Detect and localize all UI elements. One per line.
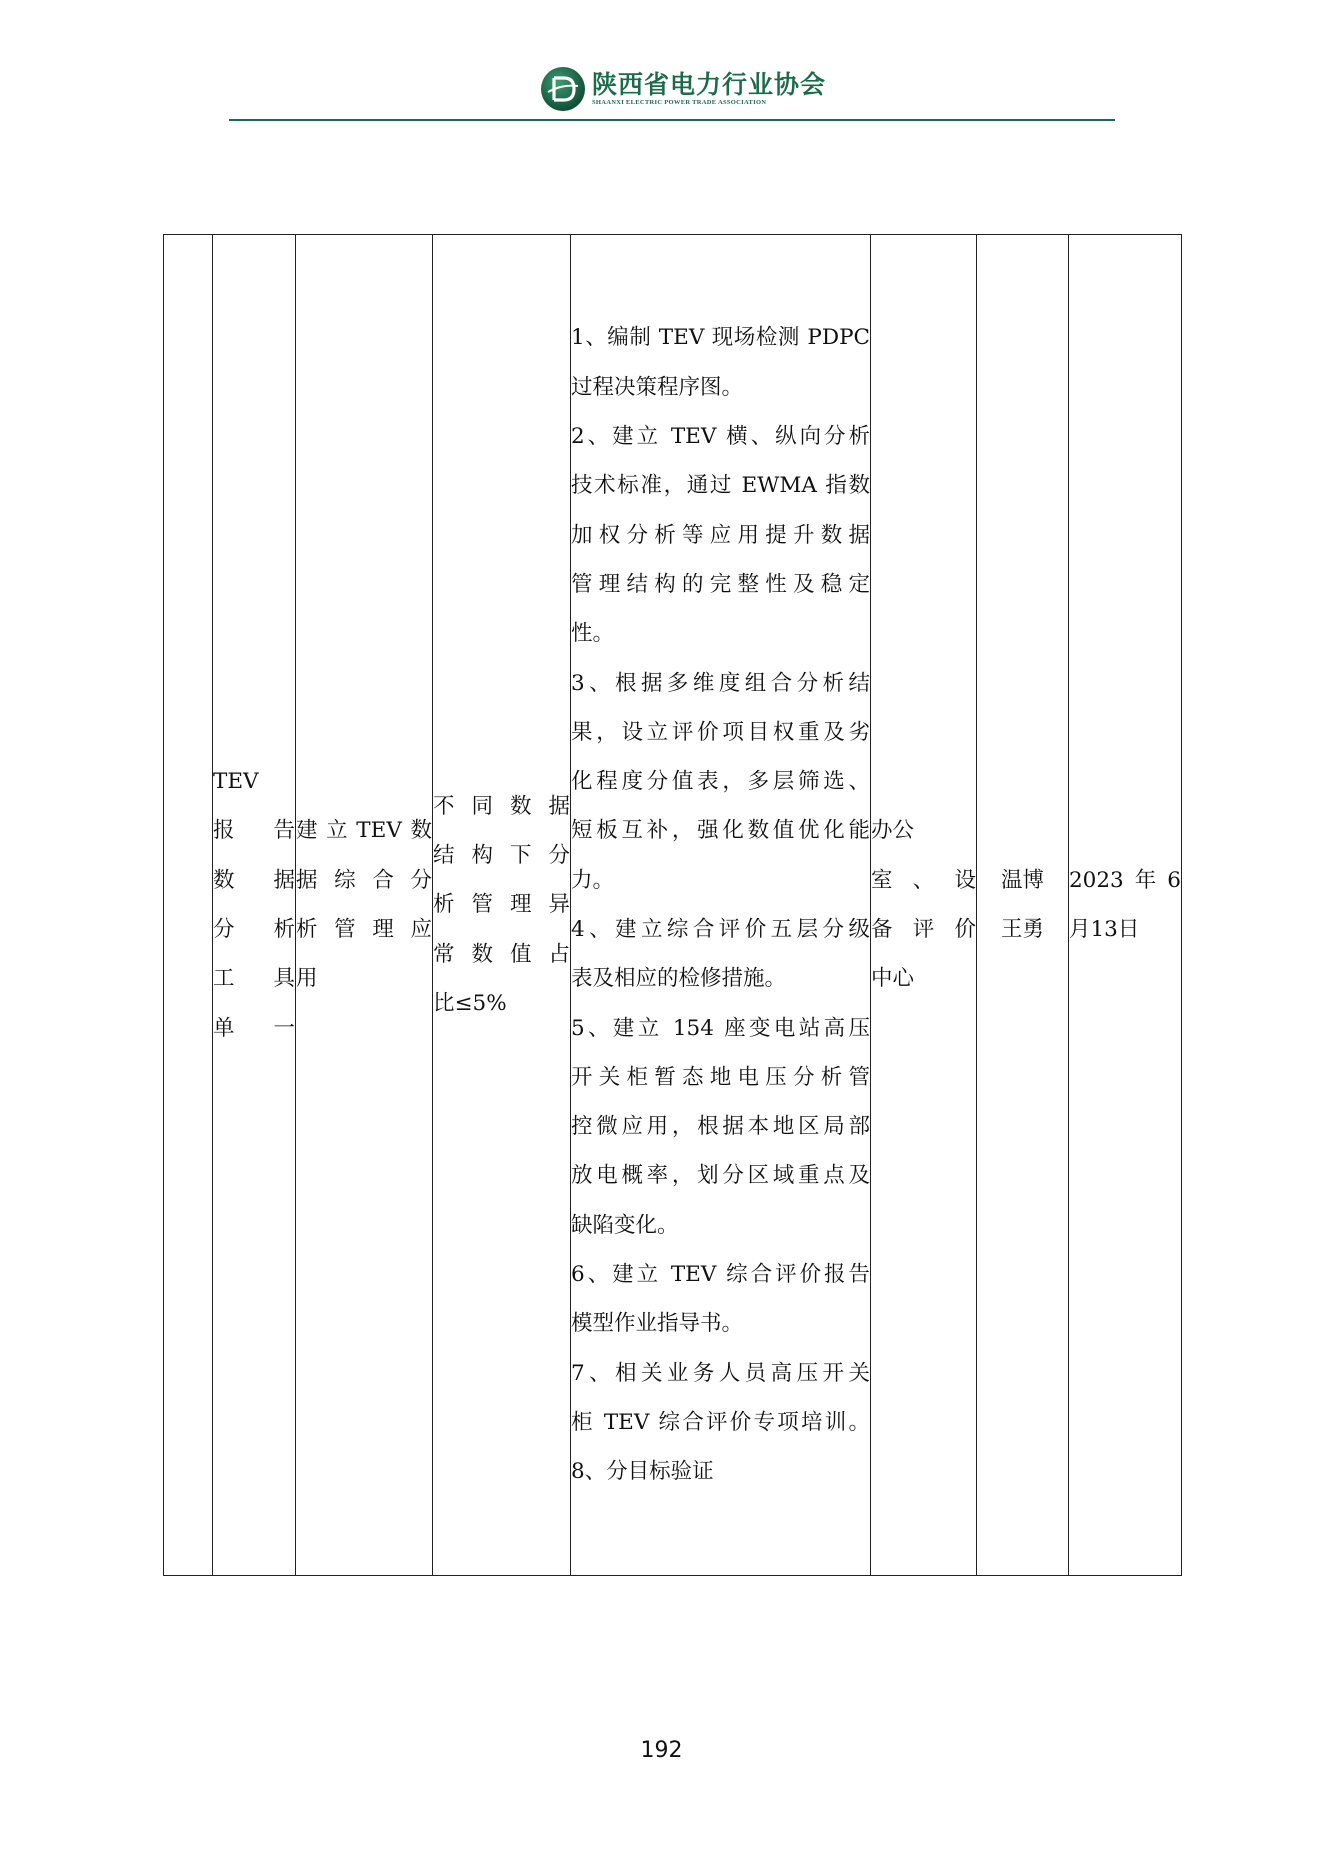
table-row: [164, 235, 1182, 1576]
plan-table: [163, 234, 1182, 1576]
measures-cell: 1、编制 TEV 现场检测 PDPC 过程决策程序图。 2、建立 TEV 横、纵向分析 技术标准，通过 EWMA 指数 加权分析等应用提升数据 管理结构的完整性及稳定 性。 3、根据多维度组合分析结 果，设立评价项目权重及劣 化程度分值表，多层筛选、 短板互补，强化数值优化能 力。 4、建立综合评价五层分级 表及相应的检修措施。 5、建立 154 座变电站高压 开关柜暂态地电压分析管 控微应用，根据本地区局部 放电概率，划分区域重点及 缺陷变化。 6、建立 TEV 综合评价报告 模型作业指导书。 7、相关业务人员高压开关 柜 TEV 综合评价专项培训。 8、分目标验证: [571, 235, 871, 1576]
responsible-person-cell: 温博 王勇: [977, 235, 1069, 1576]
index-cell: [164, 235, 213, 1576]
page-header: [0, 0, 1323, 125]
header-divider: [229, 119, 1115, 121]
org-name-en: SHAANXI ELECTRIC POWER TRADE ASSOCIATION: [592, 99, 767, 106]
page-number: 192: [640, 1738, 683, 1763]
target-cell: 不同数据 结构下分 析管理异 常数值占 比≤5%: [433, 235, 571, 1576]
org-name-cn: 陕西省电力行业协会: [592, 70, 827, 99]
department-cell: 办公 室、设 备评价 中心: [871, 235, 977, 1576]
association-logo: [540, 66, 826, 112]
deadline-cell: 2023年6 月13日: [1069, 235, 1182, 1576]
sub-goal-cell: 建立TEV数 据综合分 析管理应 用: [296, 235, 433, 1576]
association-emblem-icon: [540, 66, 586, 112]
activity-name-cell: TEV 报告 数据 分析 工具 单一: [213, 235, 296, 1576]
